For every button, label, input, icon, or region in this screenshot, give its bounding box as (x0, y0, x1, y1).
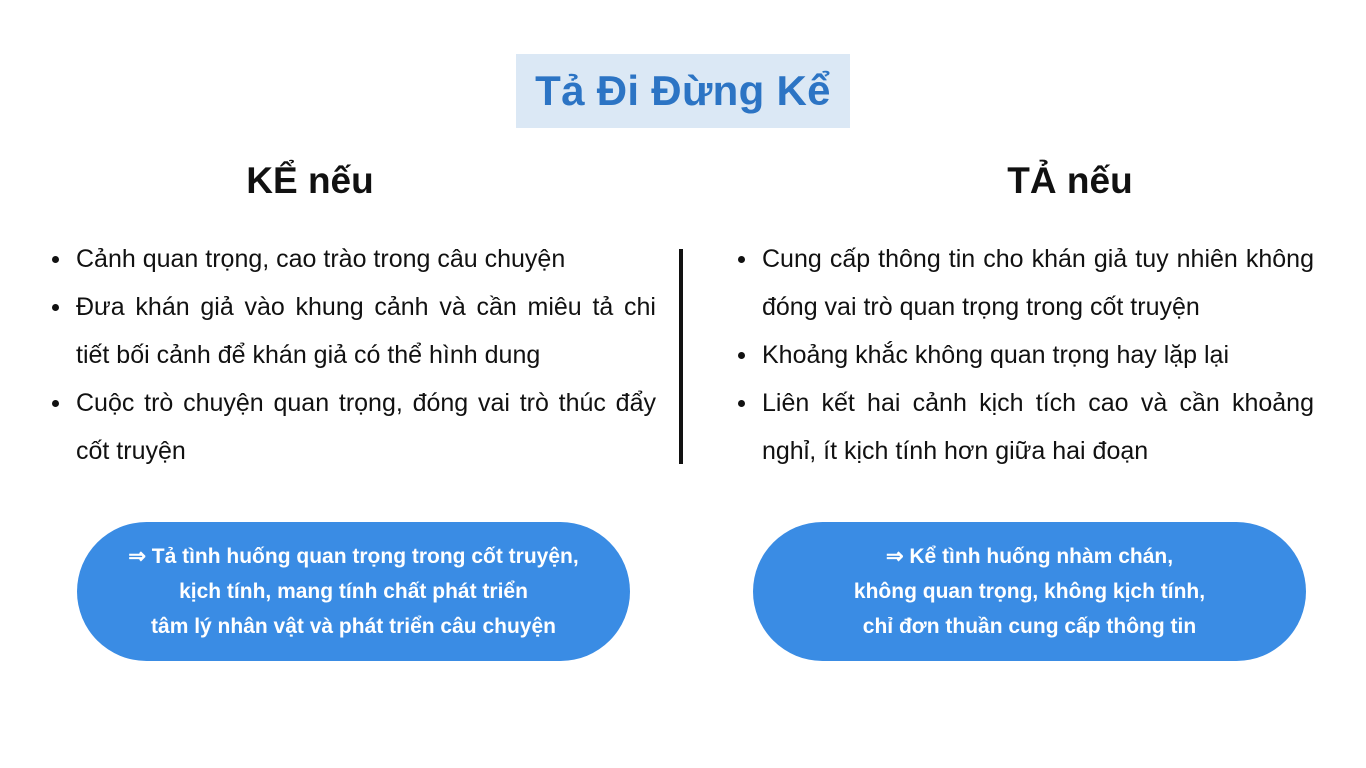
left-bullet-list (76, 235, 656, 475)
list-item: Cuộc trò chuyện quan trọng, đóng vai trò thúc đẩy cốt truyện (76, 379, 656, 475)
right-summary-pill (753, 522, 1306, 661)
list-item: Đưa khán giả vào khung cảnh và cần miêu tả chi tiết bối cảnh để khán giả có thể hình dung (76, 283, 656, 379)
list-item: Liên kết hai cảnh kịch tích cao và cần khoảng nghỉ, ít kịch tính hơn giữa hai đoạn (762, 379, 1314, 475)
summary-line: kịch tính, mang tính chất phát triển (179, 580, 528, 603)
list-item: Khoảng khắc không quan trọng hay lặp lại (762, 331, 1314, 379)
summary-line: ⇒ Tả tình huống quan trọng trong cốt truyện, (128, 545, 579, 568)
summary-line: không quan trọng, không kịch tính, (853, 580, 1206, 603)
summary-line: tâm lý nhân vật và phát triển câu chuyện (151, 615, 556, 638)
summary-line: ⇒ Kể tình huống nhàm chán, (885, 545, 1174, 568)
title-banner (516, 54, 850, 128)
page-title: Tả Đi Đừng Kể (535, 67, 831, 114)
column-divider (679, 249, 683, 464)
list-item: Cung cấp thông tin cho khán giả tuy nhiên không đóng vai trò quan trọng trong cốt truyện (762, 235, 1314, 331)
summary-line: chỉ đơn thuần cung cấp thông tin (862, 615, 1197, 638)
right-column-heading: TẢ nếu (1007, 160, 1133, 201)
right-bullet-list (762, 235, 1314, 475)
list-item: Cảnh quan trọng, cao trào trong câu chuyện (76, 235, 656, 283)
left-summary-pill (77, 522, 630, 661)
left-column-heading: KỂ nếu (246, 160, 374, 201)
